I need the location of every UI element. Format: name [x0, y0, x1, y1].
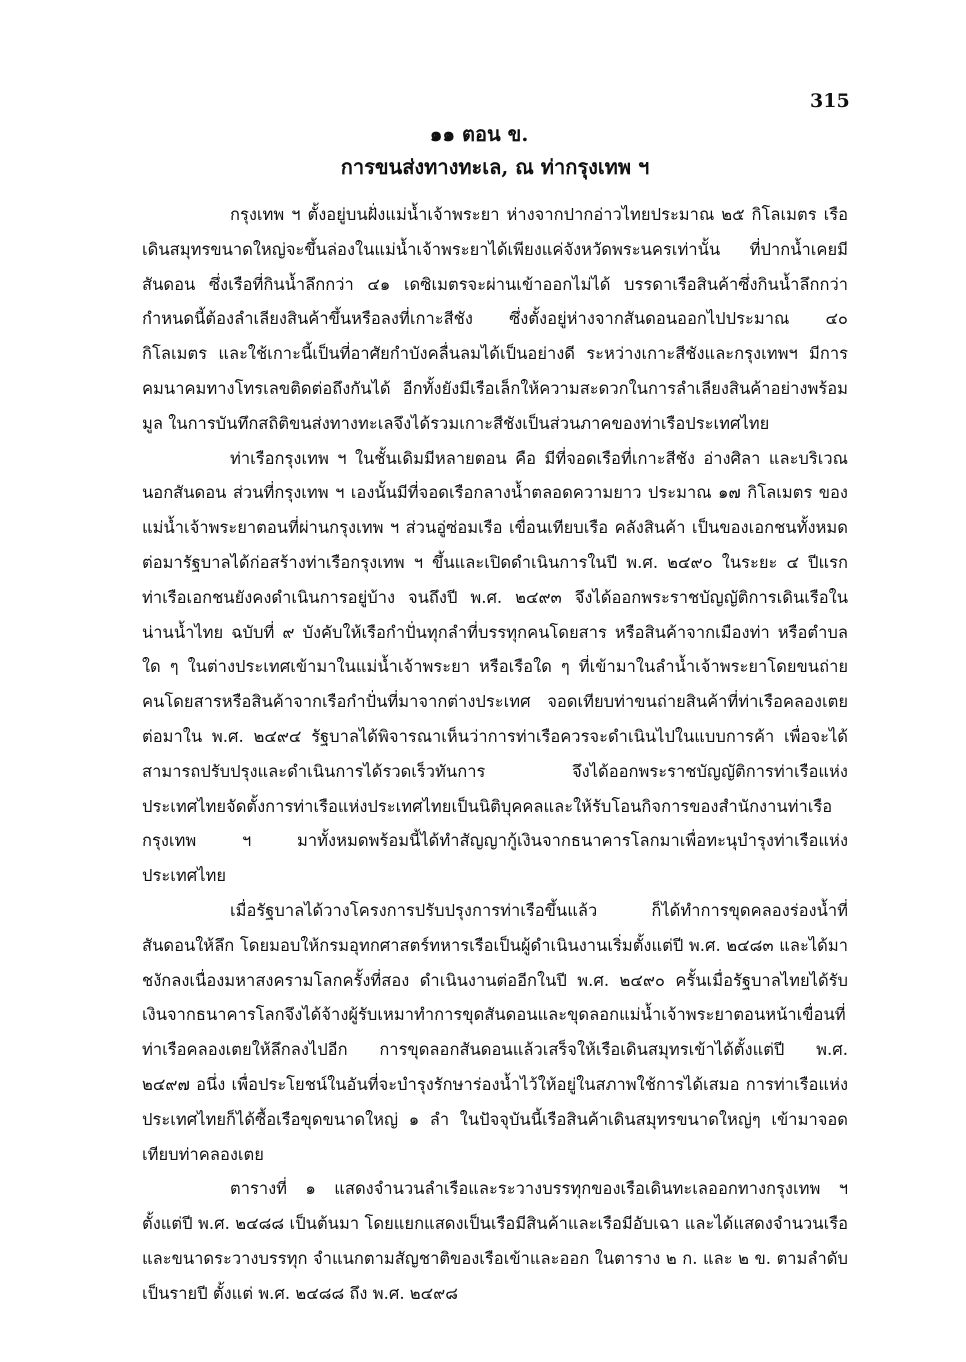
paragraph: ตารางที่ ๑ แสดงจำนวนลำเรือและระวางบรรทุกของเรือเดินทะเลออกทางกรุงเทพ ฯ ตั้งแต่ปี พ.ศ. ๒๔๘๘ เป็นต้นมา โดยแยกแสดงเป็นเรือมีสินค้าและเรือมีอับเฉา และได้แสดงจำนวนเรือและขนาดระวางบรรทุก จำแนกตามสัญชาติของเรือเข้าและออก ในตาราง ๒ ก. และ ๒ ข. ตามลำดับ เป็นรายปี ตั้งแต่ พ.ศ. ๒๔๘๘ ถึง พ.ศ. ๒๔๙๘ [142, 1179, 848, 1303]
section-number: ๑๑ ตอน ข. [429, 122, 529, 146]
paragraph: ท่าเรือกรุงเทพ ฯ ในชั้นเดิมมีหลายตอน คือ มีที่จอดเรือที่เกาะสีชัง อ่างศิลา และบริเวณนอกสันดอน ส่วนที่กรุงเทพ ฯ เองนั้นมีที่จอดเรือกลางน้ำตลอดความยาว ประมาณ ๑๗ กิโลเมตร ของแม่น้ำเจ้าพระยาตอนที่ผ่านกรุงเทพ ฯ ส่วนอู่ซ่อมเรือ เขื่อนเทียบเรือ คลังสินค้า เป็นของเอกชนทั้งหมด ต่อมารัฐบาลได้ก่อสร้างท่าเรือกรุงเทพ ฯ ขึ้นและเปิดดำเนินการในปี พ.ศ. ๒๔๙๐ ในระยะ ๔ ปีแรก ท่าเรือเอกชนยังคงดำเนินการอยู่บ้าง จนถึงปี พ.ศ. ๒๔๙๓ จึงได้ออกพระราชบัญญัติการเดินเรือในน่านน้ำไทย ฉบับที่ ๙ บังคับให้เรือกำปั่นทุกลำที่บรรทุกคนโดยสาร หรือสินค้าจากเมืองท่า หรือตำบลใด ๆ ในต่างประเทศเข้ามาในแม่น้ำเจ้าพระยา หรือเรือใด ๆ ที่เข้ามาในลำน้ำเจ้าพระยาโดยขนถ่ายคนโดยสารหรือสินค้าจากเรือกำปั่นที่มาจากต่างประเทศ จอดเทียบท่าขนถ่ายสินค้าที่ท่าเรือคลองเตย ต่อมาใน พ.ศ. ๒๔๙๔ รัฐบาลได้พิจารณาเห็นว่าการท่าเรือควรจะดำเนินไปในแบบการค้า เพื่อจะได้สามารถปรับปรุงและดำเนินการได้รวดเร็วทันการ จึงได้ออกพระราชบัญญัติการท่าเรือแห่งประเทศไทยจัดตั้งการท่าเรือแห่งประเทศไทยเป็นนิติบุคคลและให้รับโอนกิจการของสำนักงานท่าเรือกรุงเทพ ฯ มาทั้งหมดพร้อมนี้ได้ทำสัญญากู้เงินจากธนาคารโลกมาเพื่อทะนุบำรุงท่าเรือแห่งประเทศไทย [142, 448, 848, 886]
body-text [142, 198, 848, 1312]
paragraph: กรุงเทพ ฯ ตั้งอยู่บนฝั่งแม่น้ำเจ้าพระยา ห่างจากปากอ่าวไทยประมาณ ๒๕ กิโลเมตร เรือเดินสมุทรขนาดใหญ่จะขึ้นล่องในแม่น้ำเจ้าพระยาได้เพียงแค่จังหวัดพระนครเท่านั้น ที่ปากน้ำเคยมีสันดอน ซึ่งเรือที่กินน้ำลึกกว่า ๔๑ เดซิเมตรจะผ่านเข้าออกไม่ได้ บรรดาเรือสินค้าซึ่งกินน้ำลึกกว่ากำหนดนี้ต้องลำเลียงสินค้าขึ้นหรือลงที่เกาะสีชัง ซึ่งตั้งอยู่ห่างจากสันดอนออกไปประมาณ ๔๐ กิโลเมตร และใช้เกาะนี้เป็นที่อาศัยกำบังคลื่นลมได้เป็นอย่างดี ระหว่างเกาะสีชังและกรุงเทพฯ มีการคมนาคมทางโทรเลขติดต่อถึงกันได้ อีกทั้งยังมีเรือเล็กให้ความสะดวกในการลำเลียงสินค้าอย่างพร้อมมูล ในการบันทึกสถิติขนส่งทางทะเลจึงได้รวมเกาะสีชังเป็นส่วนภาคของท่าเรือประเทศไทย [142, 205, 848, 433]
paragraph: เมื่อรัฐบาลได้วางโครงการปรับปรุงการท่าเรือขึ้นแล้ว ก็ได้ทำการขุดคลองร่องน้ำที่สันดอนให้ลึก โดยมอบให้กรมอุทกศาสตร์ทหารเรือเป็นผู้ดำเนินงานเริ่มตั้งแต่ปี พ.ศ. ๒๔๘๓ และได้มาชงักลงเนื่องมหาสงครามโลกครั้งที่สอง ดำเนินงานต่ออีกในปี พ.ศ. ๒๔๙๐ ครั้นเมื่อรัฐบาลไทยได้รับเงินจากธนาคารโลกจึงได้จ้างผู้รับเหมาทำการขุดสันดอนและขุดลอกแม่น้ำเจ้าพระยาตอนหน้าเขื่อนที่ท่าเรือคลองเตยให้ลึกลงไปอีก การขุดลอกสันดอนแล้วเสร็จให้เรือเดินสมุทรเข้าได้ตั้งแต่ปี พ.ศ. ๒๔๙๗ อนึ่ง เพื่อประโยชน์ในอันที่จะบำรุงรักษาร่องน้ำไว้ให้อยู่ในสภาพใช้การได้เสมอ การท่าเรือแห่งประเทศไทยก็ได้ซื้อเรือขุดขนาดใหญ่ ๑ ลำ ในปัจจุบันนี้เรือสินค้าเดินสมุทรขนาดใหญ่ๆ เข้ามาจอดเทียบท่าคลองเตย [142, 900, 848, 1164]
section-title: การขนส่งทางทะเล, ณ ท่ากรุงเทพ ฯ [340, 155, 650, 179]
page-number: 315 [810, 90, 850, 112]
